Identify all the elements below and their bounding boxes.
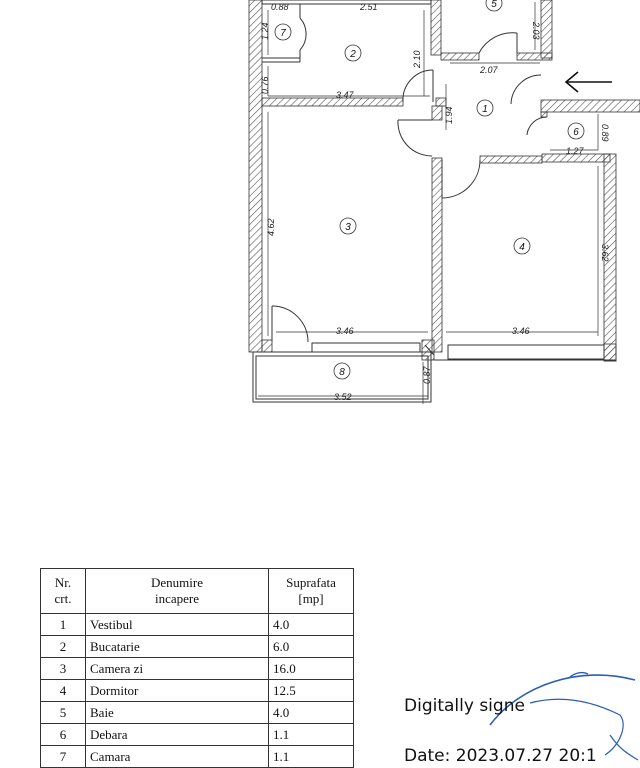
table-row bbox=[41, 636, 354, 658]
dim-label: 2.51 bbox=[360, 2, 378, 12]
row-area: 16.0 bbox=[269, 658, 354, 680]
row-area: 4.0 bbox=[269, 702, 354, 724]
dim-label: 4.62 bbox=[266, 218, 276, 236]
room-number: 3 bbox=[345, 222, 351, 233]
row-name: Dormitor bbox=[86, 680, 269, 702]
row-nr: 4 bbox=[41, 680, 86, 702]
dim-label: 3.62 bbox=[600, 244, 610, 262]
header-nr: Nr. crt. bbox=[41, 569, 86, 614]
dim-label: 1.94 bbox=[444, 106, 454, 124]
door-arc-balcony bbox=[272, 306, 308, 342]
wall-top-right bbox=[541, 100, 640, 112]
dim-label: 3.47 bbox=[336, 90, 354, 100]
row-area: 1.1 bbox=[269, 724, 354, 746]
wall-kitchen-right bbox=[431, 0, 441, 55]
room-number: 8 bbox=[339, 367, 345, 378]
wall-bottom-left bbox=[262, 340, 272, 352]
door-arc-bath bbox=[479, 33, 517, 53]
row-area: 4.0 bbox=[269, 614, 354, 636]
door-arc-living bbox=[398, 120, 432, 156]
room-number: 6 bbox=[573, 127, 579, 138]
table-row bbox=[41, 680, 354, 702]
table-row bbox=[41, 702, 354, 724]
dim-label: 0.76 bbox=[260, 76, 270, 94]
dim-label: 2.03 bbox=[531, 22, 541, 40]
wall-bottom-right bbox=[604, 344, 616, 361]
header-area: Suprafata [mp] bbox=[269, 569, 354, 614]
room-number: 4 bbox=[519, 242, 525, 253]
walls bbox=[249, 0, 640, 361]
room-area-table bbox=[40, 568, 354, 768]
wall-center-lower bbox=[432, 158, 442, 352]
table-row bbox=[41, 724, 354, 746]
row-name: Debara bbox=[86, 724, 269, 746]
row-name: Vestibul bbox=[86, 614, 269, 636]
wall-corridor-end bbox=[436, 98, 446, 106]
dim-label: 0.89 bbox=[600, 124, 610, 142]
dim-label: 2.07 bbox=[480, 65, 498, 75]
table-row bbox=[41, 658, 354, 680]
dim-label: 1.24 bbox=[260, 22, 270, 40]
dim-label: 3.52 bbox=[334, 392, 352, 402]
wall-bedroom-top bbox=[480, 156, 542, 163]
arrow-left-icon bbox=[566, 72, 612, 92]
window-living bbox=[312, 343, 420, 352]
room-number: 1 bbox=[482, 104, 488, 115]
row-nr: 3 bbox=[41, 658, 86, 680]
row-nr: 7 bbox=[41, 746, 86, 768]
door-arc-bedroom bbox=[442, 160, 480, 198]
table-header-row bbox=[41, 569, 354, 614]
wall-left bbox=[249, 0, 262, 352]
dim-label: 3.46 bbox=[512, 326, 530, 336]
door-arc-pantry bbox=[300, 18, 306, 50]
doors bbox=[272, 18, 547, 355]
digital-signature-date: Date: 2023.07.27 20:1 bbox=[404, 746, 597, 766]
dim-label: 3.46 bbox=[336, 326, 354, 336]
row-name: Camera zi bbox=[86, 658, 269, 680]
row-area: 12.5 bbox=[269, 680, 354, 702]
wall-bath-bottom-right bbox=[517, 53, 552, 60]
dim-label: 2.10 bbox=[412, 50, 422, 68]
row-nr: 1 bbox=[41, 614, 86, 636]
dim-label: 1.27 bbox=[566, 146, 584, 156]
wall-storage-left bbox=[541, 112, 547, 117]
table-row bbox=[41, 614, 354, 636]
table-row bbox=[41, 746, 354, 768]
row-name: Bucatarie bbox=[86, 636, 269, 658]
window-bedroom bbox=[448, 345, 604, 359]
door-arc-entrance bbox=[511, 75, 541, 104]
wall-bath-left bbox=[441, 53, 479, 60]
room-number: 7 bbox=[280, 28, 286, 39]
door-arc-storage bbox=[527, 117, 547, 135]
room-number: 2 bbox=[350, 49, 356, 60]
digital-signature-label: Digitally signe bbox=[404, 696, 525, 716]
wall-center-upper bbox=[432, 106, 442, 120]
row-nr: 2 bbox=[41, 636, 86, 658]
row-nr: 6 bbox=[41, 724, 86, 746]
row-area: 1.1 bbox=[269, 746, 354, 768]
row-nr: 5 bbox=[41, 702, 86, 724]
dim-label: 0.87 bbox=[422, 366, 432, 384]
row-name: Camara bbox=[86, 746, 269, 768]
row-name: Baie bbox=[86, 702, 269, 724]
header-name: Denumire incapere bbox=[86, 569, 269, 614]
dim-label: 0.88 bbox=[271, 2, 289, 12]
row-area: 6.0 bbox=[269, 636, 354, 658]
door-arc-kitchen bbox=[403, 70, 433, 102]
wall-corridor-horizontal bbox=[262, 98, 403, 106]
wall-bath-right bbox=[541, 0, 552, 58]
room-number: 5 bbox=[491, 0, 497, 10]
